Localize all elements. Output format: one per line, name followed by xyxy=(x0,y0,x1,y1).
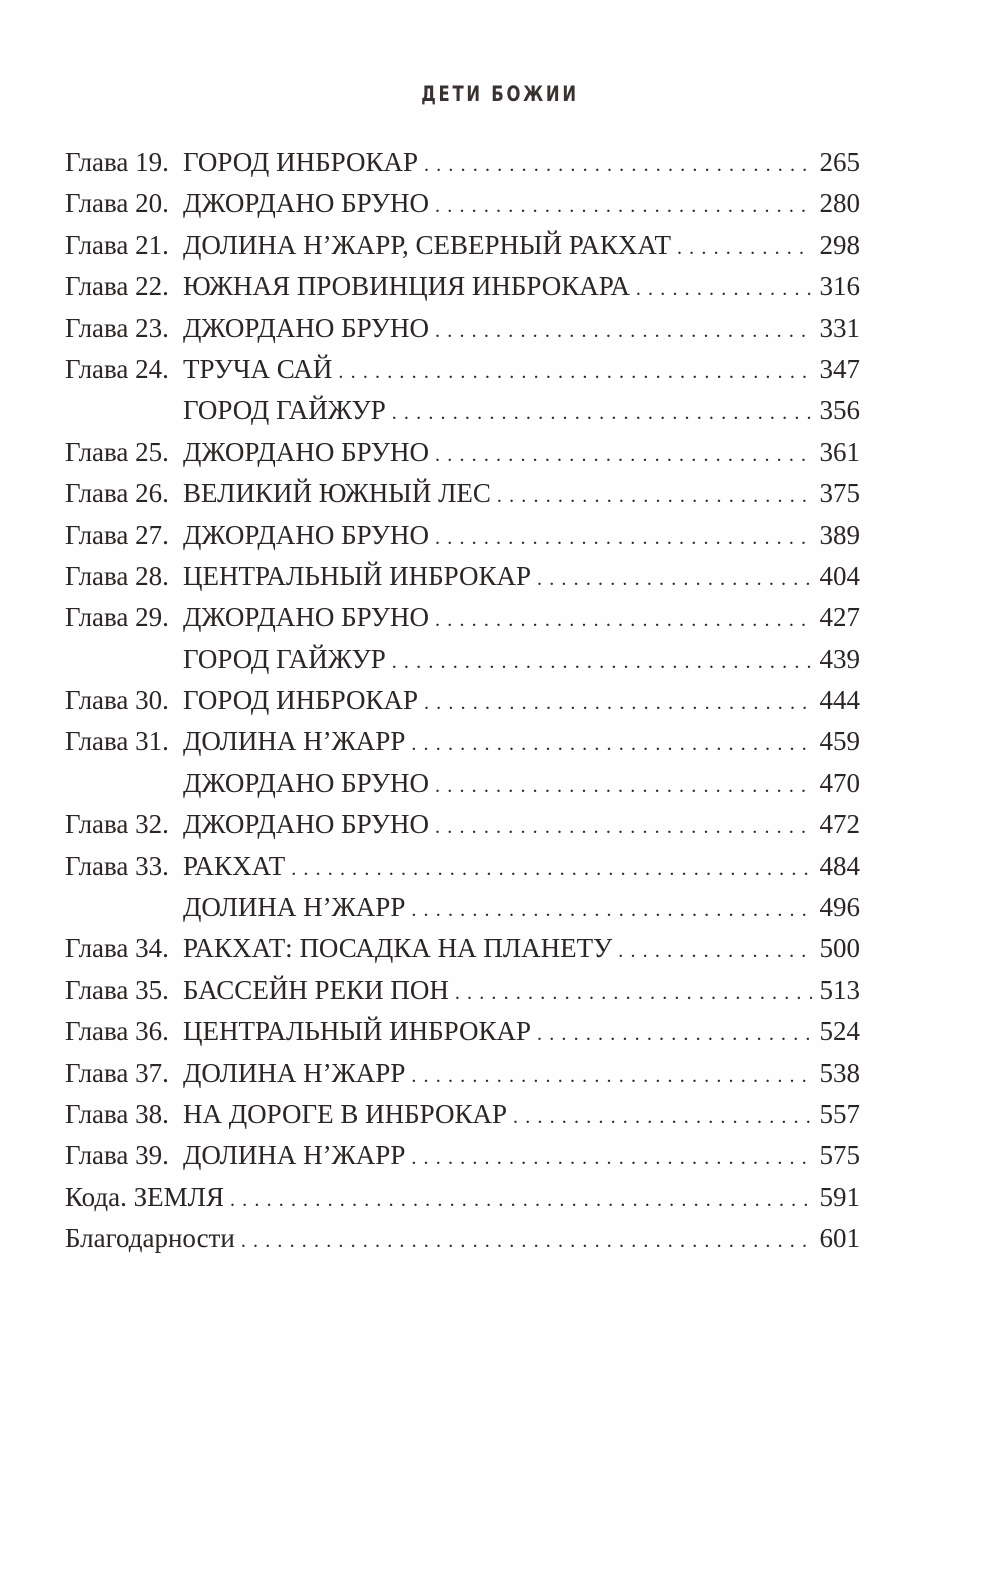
page-number: 356 xyxy=(819,395,860,426)
chapter-number: Глава 33. xyxy=(65,850,169,881)
chapter-title: ДОЛИНА Н’ЖАРР xyxy=(183,1140,406,1171)
chapter-title: ГОРОД ГАЙЖУР xyxy=(183,643,386,674)
dot-leader xyxy=(291,846,811,890)
toc-entry xyxy=(65,473,860,514)
chapter-title: ДЖОРДАНО БРУНО xyxy=(183,436,430,467)
toc-entry-label xyxy=(65,639,386,680)
dot-leader xyxy=(392,390,812,434)
dot-leader xyxy=(435,183,811,227)
chapter-title: Кода. ЗЕМЛЯ xyxy=(65,1181,224,1212)
toc-entry-label xyxy=(65,308,429,349)
chapter-title: ДЖОРДАНО БРУНО xyxy=(183,188,430,219)
toc-entry-label xyxy=(65,804,429,845)
toc-entry xyxy=(65,680,860,721)
dot-leader xyxy=(497,473,812,517)
toc-entry xyxy=(65,721,860,762)
dot-leader xyxy=(392,639,812,683)
running-header: ДЕТИ БОЖИИ xyxy=(421,82,579,106)
toc-entry xyxy=(65,266,860,307)
toc-entry xyxy=(65,308,860,349)
toc-entry xyxy=(65,556,860,597)
dot-leader xyxy=(435,432,811,476)
toc-entry-label xyxy=(65,183,429,224)
chapter-title: БАССЕЙН РЕКИ ПОН xyxy=(183,974,449,1005)
page-number: 316 xyxy=(819,271,860,302)
chapter-number: Глава 37. xyxy=(65,1057,169,1088)
chapter-number: Глава 32. xyxy=(65,809,169,840)
toc-entry xyxy=(65,763,860,804)
toc-entry-label xyxy=(65,597,429,638)
page-number: 389 xyxy=(819,519,860,550)
page-number: 472 xyxy=(819,809,860,840)
chapter-title: ГОРОД ИНБРОКАР xyxy=(183,685,418,716)
chapter-number: Глава 24. xyxy=(65,353,169,384)
chapter-title: ДОЛИНА Н’ЖАРР xyxy=(183,892,406,923)
chapter-title: ДЖОРДАНО БРУНО xyxy=(183,312,430,343)
toc-entry xyxy=(65,846,860,887)
chapter-title: РАКХАТ xyxy=(183,850,286,881)
chapter-number: Глава 29. xyxy=(65,602,169,633)
toc-entry-label xyxy=(65,556,531,597)
chapter-number: Глава 19. xyxy=(65,147,169,177)
toc-entry xyxy=(65,928,860,969)
page-number: 557 xyxy=(819,1098,860,1129)
chapter-number: Глава 27. xyxy=(65,519,169,550)
page-number: 500 xyxy=(819,933,860,964)
dot-leader xyxy=(230,1177,812,1221)
toc-entry xyxy=(65,1135,860,1176)
dot-leader xyxy=(435,308,811,352)
toc-entry xyxy=(65,1053,860,1094)
dot-leader xyxy=(411,887,811,931)
page-number: 496 xyxy=(819,892,860,923)
toc-entry-label xyxy=(65,1011,531,1052)
toc-entry xyxy=(65,1218,860,1259)
dot-leader xyxy=(241,1218,812,1262)
toc-entry-label xyxy=(65,680,418,721)
dot-leader xyxy=(435,763,811,807)
toc-entry-label xyxy=(65,432,429,473)
page-number: 375 xyxy=(819,478,860,509)
chapter-number: Глава 35. xyxy=(65,974,169,1005)
toc-entry xyxy=(65,1011,860,1052)
chapter-title: ГОРОД ИНБРОКАР xyxy=(183,147,418,177)
page-number: 265 xyxy=(819,147,860,177)
chapter-title: ДЖОРДАНО БРУНО xyxy=(183,767,430,798)
toc-entry xyxy=(65,597,860,638)
toc-entry-label xyxy=(65,515,429,556)
dot-leader xyxy=(677,225,812,269)
toc-entry-label xyxy=(65,928,612,969)
chapter-number: Глава 38. xyxy=(65,1098,169,1129)
chapter-title: ЦЕНТРАЛЬНЫЙ ИНБРОКАР xyxy=(183,1016,532,1047)
chapter-title: ДОЛИНА Н’ЖАРР, СЕВЕРНЫЙ РАКХАТ xyxy=(183,229,671,260)
chapter-title: ДЖОРДАНО БРУНО xyxy=(183,602,430,633)
toc-entry xyxy=(65,225,860,266)
chapter-title: РАКХАТ: ПОСАДКА НА ПЛАНЕТУ xyxy=(183,933,613,964)
chapter-number: Глава 34. xyxy=(65,933,169,964)
dot-leader xyxy=(411,1053,811,1097)
dot-leader xyxy=(636,266,812,310)
chapter-number: Глава 23. xyxy=(65,312,169,343)
toc-entry-label xyxy=(65,266,630,307)
dot-leader xyxy=(338,349,811,393)
page-number: 331 xyxy=(819,312,860,343)
toc-entry xyxy=(65,970,860,1011)
chapter-title: НА ДОРОГЕ В ИНБРОКАР xyxy=(183,1098,507,1129)
page-number: 404 xyxy=(819,560,860,591)
dot-leader xyxy=(618,928,811,972)
toc-entry-label xyxy=(65,1094,507,1135)
toc-entry xyxy=(65,1094,860,1135)
toc-entry-label xyxy=(65,1135,405,1176)
toc-entry-label xyxy=(65,142,418,183)
page-number: 591 xyxy=(819,1181,860,1212)
chapter-number: Глава 25. xyxy=(65,436,169,467)
page-number: 280 xyxy=(819,188,860,219)
chapter-title: ДОЛИНА Н’ЖАРР xyxy=(183,726,406,757)
chapter-title: ЦЕНТРАЛЬНЫЙ ИНБРОКАР xyxy=(183,560,532,591)
toc-entry xyxy=(65,804,860,845)
toc-entry-label xyxy=(65,1177,224,1218)
chapter-number: Глава 26. xyxy=(65,478,169,509)
page-number: 347 xyxy=(819,353,860,384)
chapter-title: ВЕЛИКИЙ ЮЖНЫЙ ЛЕС xyxy=(183,478,491,509)
toc-entry-label xyxy=(65,225,671,266)
toc-entry-label xyxy=(65,1053,405,1094)
dot-leader xyxy=(424,680,812,724)
chapter-title: ДОЛИНА Н’ЖАРР xyxy=(183,1057,406,1088)
toc-entry-label xyxy=(65,887,405,928)
toc-entry-label xyxy=(65,763,429,804)
toc-entry xyxy=(65,390,860,431)
dot-leader xyxy=(537,556,811,600)
page-number: 575 xyxy=(819,1140,860,1171)
toc-entry xyxy=(65,349,860,390)
chapter-number: Глава 30. xyxy=(65,685,169,716)
page-number: 470 xyxy=(819,767,860,798)
chapter-title: ДЖОРДАНО БРУНО xyxy=(183,519,430,550)
page-number: 524 xyxy=(819,1016,860,1047)
page-number: 444 xyxy=(819,685,860,716)
toc-entry xyxy=(65,183,860,224)
toc-entry xyxy=(65,1177,860,1218)
chapter-number: Глава 20. xyxy=(65,188,169,219)
chapter-number: Глава 28. xyxy=(65,560,169,591)
dot-leader xyxy=(435,804,811,848)
page-number: 513 xyxy=(819,974,860,1005)
page-number: 298 xyxy=(819,229,860,260)
page-number: 484 xyxy=(819,850,860,881)
chapter-number: Глава 21. xyxy=(65,229,169,260)
chapter-number: Глава 39. xyxy=(65,1140,169,1171)
toc-entry-label xyxy=(65,721,405,762)
dot-leader xyxy=(537,1011,811,1055)
toc-entry-label xyxy=(65,349,332,390)
dot-leader xyxy=(411,721,811,765)
toc-entry-label xyxy=(65,970,449,1011)
dot-leader xyxy=(513,1094,812,1138)
page-number: 427 xyxy=(819,602,860,633)
chapter-title: ТРУЧА САЙ xyxy=(183,353,333,384)
toc-entry-label xyxy=(65,846,285,887)
dot-leader xyxy=(435,597,811,641)
page-number: 439 xyxy=(819,643,860,674)
dot-leader xyxy=(424,142,812,186)
toc-entry xyxy=(65,639,860,680)
dot-leader xyxy=(411,1135,811,1179)
toc-entry-label xyxy=(65,1218,235,1259)
page-number: 601 xyxy=(819,1223,860,1254)
chapter-title: ДЖОРДАНО БРУНО xyxy=(183,809,430,840)
toc-entry xyxy=(65,142,860,183)
toc-entry-label xyxy=(65,390,386,431)
toc-entry xyxy=(65,887,860,928)
page-number: 459 xyxy=(819,726,860,757)
page-number: 361 xyxy=(819,436,860,467)
chapter-title: Благодарности xyxy=(65,1223,235,1254)
chapter-title: ЮЖНАЯ ПРОВИНЦИЯ ИНБРОКАРА xyxy=(183,271,630,302)
table-of-contents xyxy=(65,142,860,1260)
toc-entry xyxy=(65,432,860,473)
toc-entry-label xyxy=(65,473,491,514)
page-number: 538 xyxy=(819,1057,860,1088)
dot-leader xyxy=(455,970,812,1014)
toc-entry xyxy=(65,515,860,556)
chapter-number: Глава 22. xyxy=(65,271,169,302)
chapter-title: ГОРОД ГАЙЖУР xyxy=(183,395,386,426)
dot-leader xyxy=(435,515,811,559)
chapter-number: Глава 36. xyxy=(65,1016,169,1047)
chapter-number: Глава 31. xyxy=(65,726,169,757)
